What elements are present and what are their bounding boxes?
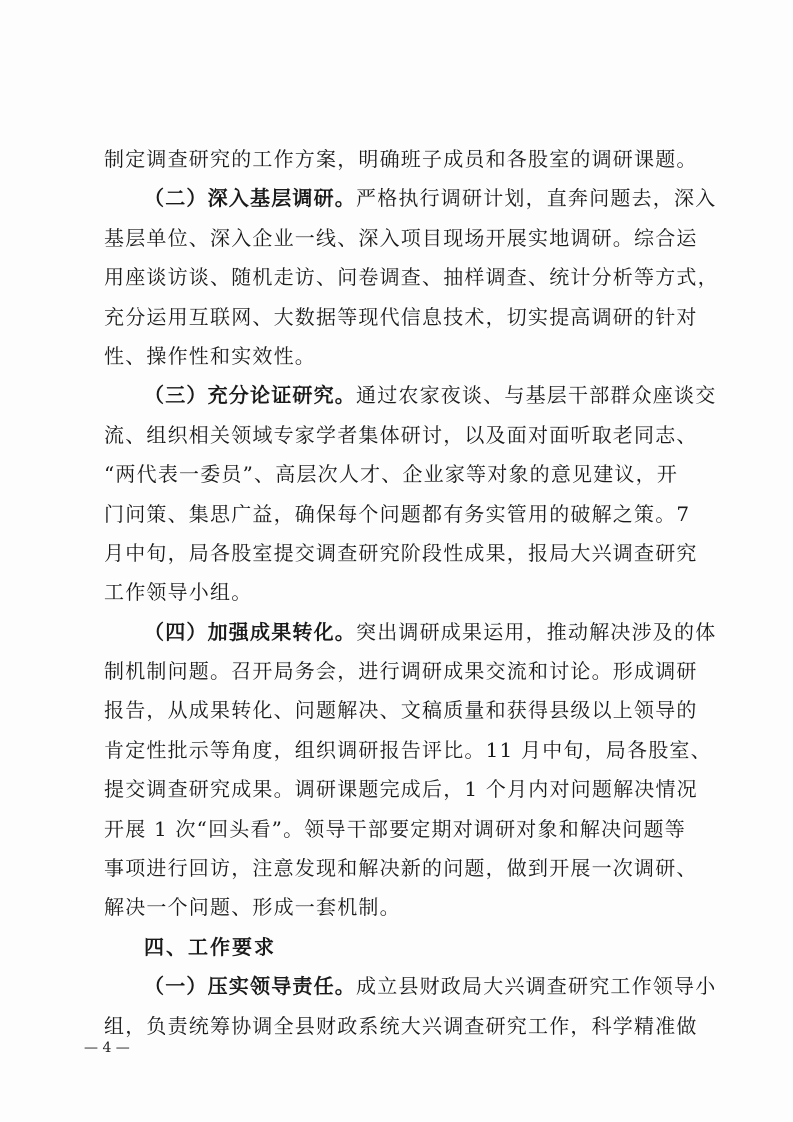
- paragraph-6-line-1: [104, 967, 717, 1006]
- paragraph-text: 成立县财政局大兴调查研究工作领导小: [356, 974, 717, 999]
- paragraph-6-line-2: 组，负责统筹协调全县财政系统大兴调查研究工作，科学精准做: [104, 1013, 698, 1038]
- paragraph-2-line-1: [104, 179, 717, 218]
- section-lead: （三）充分论证研究。: [144, 383, 356, 408]
- paragraph-3-line-3: “两代表一委员”、高层次人才、企业家等对象的意见建议，开: [104, 462, 679, 487]
- paragraph-1-line-1: 制定调查研究的工作方案，明确班子成员和各股室的调研课题。: [104, 147, 698, 171]
- paragraph-text: 通过农家夜谈、与基层干部群众座谈交: [356, 383, 717, 408]
- paragraph-3-line-4: 门问策、集思广益，确保每个问题都有务实管用的破解之策。7: [104, 501, 691, 526]
- document-body: [104, 140, 719, 1046]
- paragraph-3-line-2: 流、组织相关领域专家学者集体研讨，以及面对面听取老同志、: [104, 422, 698, 447]
- paragraph-2-line-3: 用座谈访谈、随机走访、问卷调查、抽样调查、统计分析等方式，: [104, 265, 719, 290]
- paragraph-2-line-4: 充分运用互联网、大数据等现代信息技术，切实提高调研的针对: [104, 304, 698, 329]
- section-lead: （二）深入基层调研。: [144, 186, 356, 211]
- section-lead: （一）压实领导责任。: [144, 974, 356, 999]
- paragraph-4-line-4: 肯定性批示等角度，组织调研报告评比。11 月中旬，局各股室、: [104, 737, 712, 762]
- paragraph-4-line-3: 报告，从成果转化、问题解决、文稿质量和获得县级以上领导的: [104, 698, 698, 723]
- section-lead: （四）加强成果转化。: [144, 619, 356, 644]
- paragraph-4-line-5: 提交调查研究成果。调研课题完成后，1 个月内对问题解决情况: [104, 777, 698, 802]
- paragraph-4-line-8: 解决一个问题、形成一套机制。: [104, 895, 401, 920]
- paragraph-3-line-1: [104, 376, 717, 415]
- paragraph-2-line-2: 基层单位、深入企业一线、深入项目现场开展实地调研。综合运: [104, 225, 698, 250]
- section-heading: 四、工作要求: [144, 934, 276, 959]
- paragraph-2-line-5: 性、操作性和实效性。: [104, 343, 316, 368]
- paragraph-3-line-6: 工作领导小组。: [104, 580, 253, 605]
- paragraph-3-line-5: 月中旬，局各股室提交调查研究阶段性成果，报局大兴调查研究: [104, 540, 698, 565]
- paragraph-4-line-6: 开展 1 次“回头看”。领导干部要定期对调研对象和解决问题等: [104, 816, 686, 841]
- page-number: — 4 —: [84, 1040, 130, 1056]
- paragraph-4-line-2: 制机制问题。召开局务会，进行调研成果交流和讨论。形成调研: [104, 659, 698, 684]
- paragraph-text: 突出调研成果运用，推动解决涉及的体: [356, 619, 717, 644]
- paragraph-4-line-7: 事项进行回访，注意发现和解决新的问题，做到开展一次调研、: [104, 856, 698, 881]
- paragraph-text: 严格执行调研计划，直奔问题去，深入: [356, 186, 717, 211]
- paragraph-4-line-1: [104, 613, 717, 652]
